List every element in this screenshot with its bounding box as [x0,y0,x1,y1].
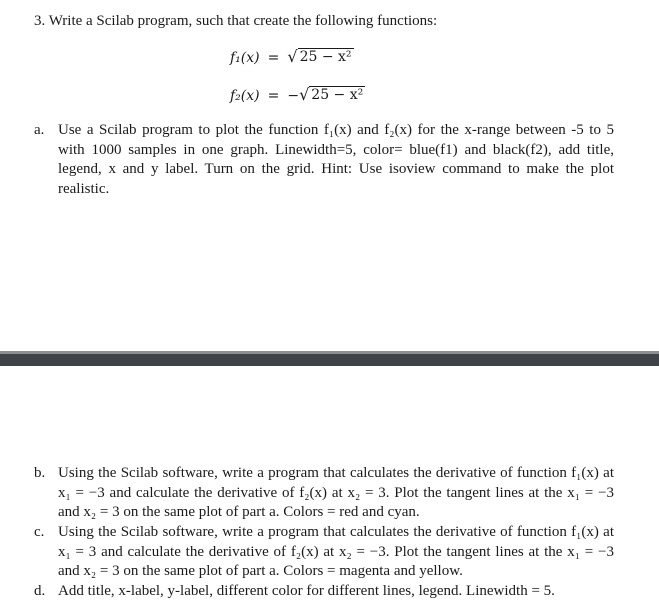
formula-f2-equals: = [267,88,280,105]
part-b [34,464,614,523]
formula-f1-name: f₁(x) [230,50,260,67]
part-d-label: d. [34,583,46,599]
page-divider [0,354,659,366]
part-a-text: Use a Scilab program to plot the function f₁(x) and f₂(x) for the x-range between -5 to 5 with 1000 samples in one graph. Linewidth=5, color= blue(f1) and black(f2), add title, legend, x and y label. Turn on the grid. Hint: Use isoview command to make the plot realistic. [58,122,614,197]
formula-f2-radical: √ [299,85,310,105]
question-title: 3. Write a Scilab program, such that create the following functions: [34,13,438,29]
formula-f1-radicand: 25 − x² [299,49,352,65]
formula-f1-equals: = [267,50,280,67]
part-d [34,582,614,602]
formula-f2-sqrt [299,86,365,103]
part-b-text: Using the Scilab software, write a program that calculates the derivative of function f₁(x) at x₁ = −3 and calculate the derivative of f₂(x) at x₂ = 3. Plot the tangent lines at the x₁ = −3 and x₂ = 3 on the same plot of part a. Colors = red and cyan. [58,465,614,520]
formula-f2 [230,86,365,104]
formula-f2-radicand: 25 − x² [311,87,364,103]
part-d-text: Add title, x-label, y-label, different color for different lines, legend. Linewidth = 5. [58,583,555,599]
formula-f2-sign: − [287,88,300,105]
part-c-text: Using the Scilab software, write a program that calculates the derivative of function f₁(x) at x₁ = 3 and calculate the derivative of f₂(x) at x₂ = −3. Plot the tangent lines at the x₁ = −3 and x₂ = 3 on the same plot of part a. Colors = magenta and yellow. [58,524,614,579]
part-c-label: c. [34,524,45,540]
part-c [34,523,614,582]
formula-f1-sqrt [287,48,353,65]
formula-f2-name: f₂(x) [230,88,260,105]
formula-f1-radical: √ [287,47,298,67]
formula-f1 [230,48,354,66]
part-a-label: a. [34,122,45,138]
part-b-label: b. [34,465,46,481]
part-a [34,121,614,199]
